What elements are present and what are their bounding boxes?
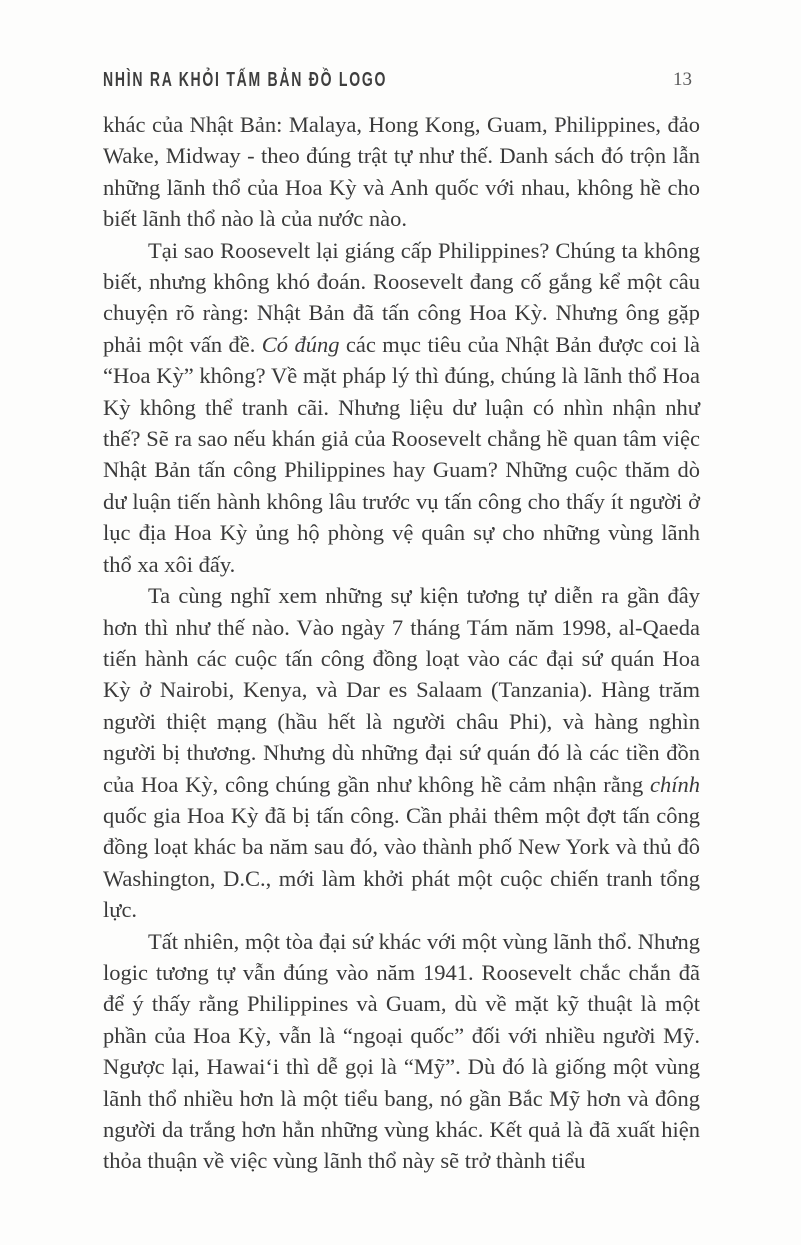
italic-text-run: chính (650, 771, 700, 797)
paragraph (103, 926, 700, 1177)
text-run: Tất nhiên, một tòa đại sứ khác với một vùng lãnh thổ. Nhưng logic tương tự vẫn đúng vào năm 1941. Roosevelt chắc chắn đã để ý thấy rằng Philippines và Guam, dù về mặt kỹ thuật là một phần của Hoa Kỳ, vẫn là “ngoại quốc” đối với nhiều người Mỹ. Ngược lại, Hawai‘i thì dễ gọi là “Mỹ”. Dù đó là giống một vùng lãnh thổ nhiều hơn là một tiểu bang, nó gần Bắc Mỹ hơn và đông người da trắng hơn hẳn những vùng khác. Kết quả là đã xuất hiện thỏa thuận về việc vùng lãnh thổ này sẽ trở thành tiểu (103, 928, 700, 1174)
paragraph (103, 580, 700, 925)
running-header-title: NHÌN RA KHỎI TẤM BẢN ĐỒ LOGO (103, 69, 388, 91)
paragraph (103, 235, 700, 580)
text-run: Ta cùng nghĩ xem những sự kiện tương tự diễn ra gần đây hơn thì như thế nào. Vào ngày 7 tháng Tám năm 1998, al-Qaeda tiến hành các cuộc tấn công đồng loạt vào các đại sứ quán Hoa Kỳ ở Nairobi, Kenya, và Dar es Salaam (Tanzania). Hàng trăm người thiệt mạng (hầu hết là người châu Phi), và hàng nghìn người bị thương. Nhưng dù những đại sứ quán đó là các tiền đồn của Hoa Kỳ, công chúng gần như không hề cảm nhận rằng (103, 583, 700, 797)
body-text (103, 109, 700, 1177)
text-run: Tại sao Roosevelt lại giáng cấp Philippines? Chúng ta không biết, nhưng không khó đoán. Roosevelt đang cố gắng kể một câu chuyện rõ ràng: Nhật Bản đã tấn công Hoa Kỳ. Nhưng ông gặp phải một vấn đề. (103, 237, 700, 357)
text-run: khác của Nhật Bản: Malaya, Hong Kong, Guam, Philippines, đảo Wake, Midway - theo đúng trật tự như thế. Danh sách đó trộn lẫn những lãnh thổ của Hoa Kỳ và Anh quốc với nhau, không hề cho biết lãnh thổ nào là của nước nào. (103, 112, 700, 232)
paragraph (103, 109, 700, 235)
italic-text-run: Có đúng (261, 331, 340, 357)
text-run: các mục tiêu của Nhật Bản được coi là “Hoa Kỳ” không? Về mặt pháp lý thì đúng, chúng là lãnh thổ Hoa Kỳ không thể tranh cãi. Nhưng liệu dư luận có nhìn nhận như thế? Sẽ ra sao nếu khán giả của Roosevelt chẳng hề quan tâm việc Nhật Bản tấn công Philippines hay Guam? Những cuộc thăm dò dư luận tiến hành không lâu trước vụ tấn công cho thấy ít người ở lục địa Hoa Kỳ ủng hộ phòng vệ quân sự cho những vùng lãnh thổ xa xôi đấy. (103, 331, 700, 577)
page-number: 13 (673, 69, 692, 90)
text-run: quốc gia Hoa Kỳ đã bị tấn công. Cần phải thêm một đợt tấn công đồng loạt khác ba năm sau đó, vào thành phố New York và thủ đô Washington, D.C., mới làm khởi phát một cuộc chiến tranh tổng lực. (103, 802, 700, 923)
